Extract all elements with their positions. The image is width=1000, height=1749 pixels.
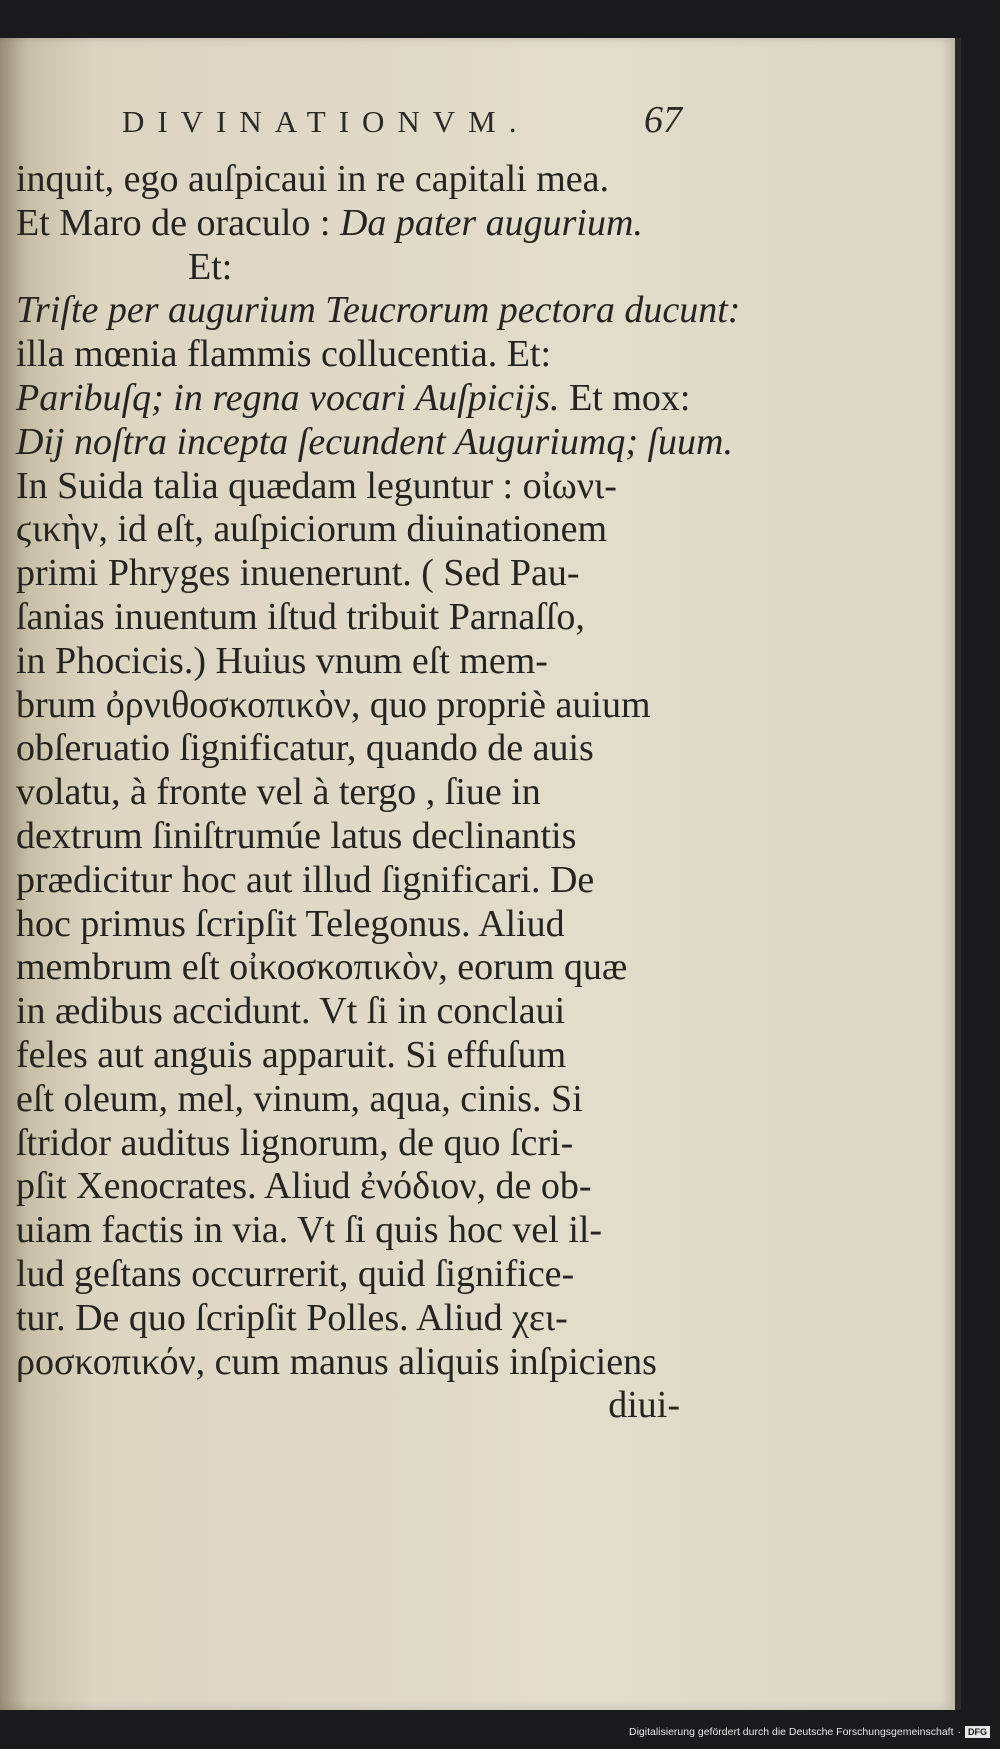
text-line: in Phocicis.) Huius vnum eſt mem-	[16, 639, 548, 682]
text-line	[16, 202, 680, 246]
dfg-logo: DFG	[965, 1726, 990, 1738]
italic-quote: Triſte per augurium Teucrorum pectora ducunt:	[16, 289, 741, 332]
text-line: hoc primus ſcripſit Telegonus. Aliud	[16, 902, 565, 945]
italic-quote: Da pater augurium.	[339, 201, 643, 244]
catchword: diui-	[608, 1384, 680, 1427]
text-line	[16, 376, 691, 421]
text-line: Et:	[188, 245, 233, 288]
text-line: tur. De quo ſcripſit Polles. Aliud χει-	[16, 1296, 568, 1339]
page-edge	[955, 38, 961, 1710]
italic-quote: Paribuſq; in regna vocari Auſpicijs.	[16, 376, 560, 419]
text-span: Et mox:	[569, 376, 691, 419]
text-line: dextrum ſiniſtrumúe latus declinantis	[16, 814, 577, 857]
digitization-footer	[629, 1723, 990, 1741]
text-line: in ædibus accidunt. Vt ſi in conclaui	[16, 990, 566, 1033]
text-line: ſtridor auditus lignorum, de quo ſcri-	[16, 1121, 574, 1164]
text-line: ſanias inuentum iſtud tribuit Parnaſſo,	[16, 595, 585, 638]
text-line: volatu, à fronte vel à tergo , ſiue in	[16, 771, 541, 814]
text-line: primi Phryges inuenerunt. ( Sed Pau-	[16, 552, 580, 595]
italic-quote: Dij noſtra incepta ſecundent Auguriumq; ſuum.	[16, 420, 733, 463]
text-span: Et Maro de oraculo :	[16, 201, 331, 244]
text-line: illa mœnia flammis collucentia. Et:	[16, 333, 552, 376]
page-number: 67	[644, 99, 682, 141]
text-line: prædicitur hoc aut illud ſignificari. De	[16, 858, 595, 901]
text-line: inquit, ego auſpicaui in re capitali mea.	[16, 158, 610, 200]
text-line: obſeruatio ſignificatur, quando de auis	[16, 727, 594, 770]
text-line: pſit Xenocrates. Aliud ἐνόδιον, de ob-	[16, 1165, 592, 1208]
page-header	[122, 98, 682, 146]
separator: ·	[957, 1726, 961, 1738]
text-line: uiam factis in via. Vt ſi quis hoc vel il-	[16, 1209, 603, 1252]
text-line: lud geſtans occurrerit, quid ſignifice-	[16, 1252, 575, 1295]
text-line: membrum eſt οἰκοσκοπικὸν, eorum quæ	[16, 946, 628, 989]
running-head: DIVINATIONVM.	[122, 104, 530, 139]
funding-credit: Digitalisierung gefördert durch die Deutsche Forschungsgemeinschaft	[628, 1726, 954, 1738]
text-line: brum ὀρνιθοσκοπικὸν, quo propriè auium	[16, 683, 651, 726]
text-line: In Suida talia quædam leguntur : οἰωνι-	[16, 464, 617, 507]
body-text	[16, 158, 741, 1428]
text-line: eſt oleum, mel, vinum, aqua, cinis. Si	[16, 1077, 583, 1120]
text-line: ϛικὴν, id eſt, auſpiciorum diuinationem	[16, 508, 608, 551]
text-line: feles aut anguis apparuit. Si effuſum	[16, 1033, 567, 1076]
text-line: ροσκοπικόν, cum manus aliquis inſpiciens	[16, 1340, 657, 1383]
